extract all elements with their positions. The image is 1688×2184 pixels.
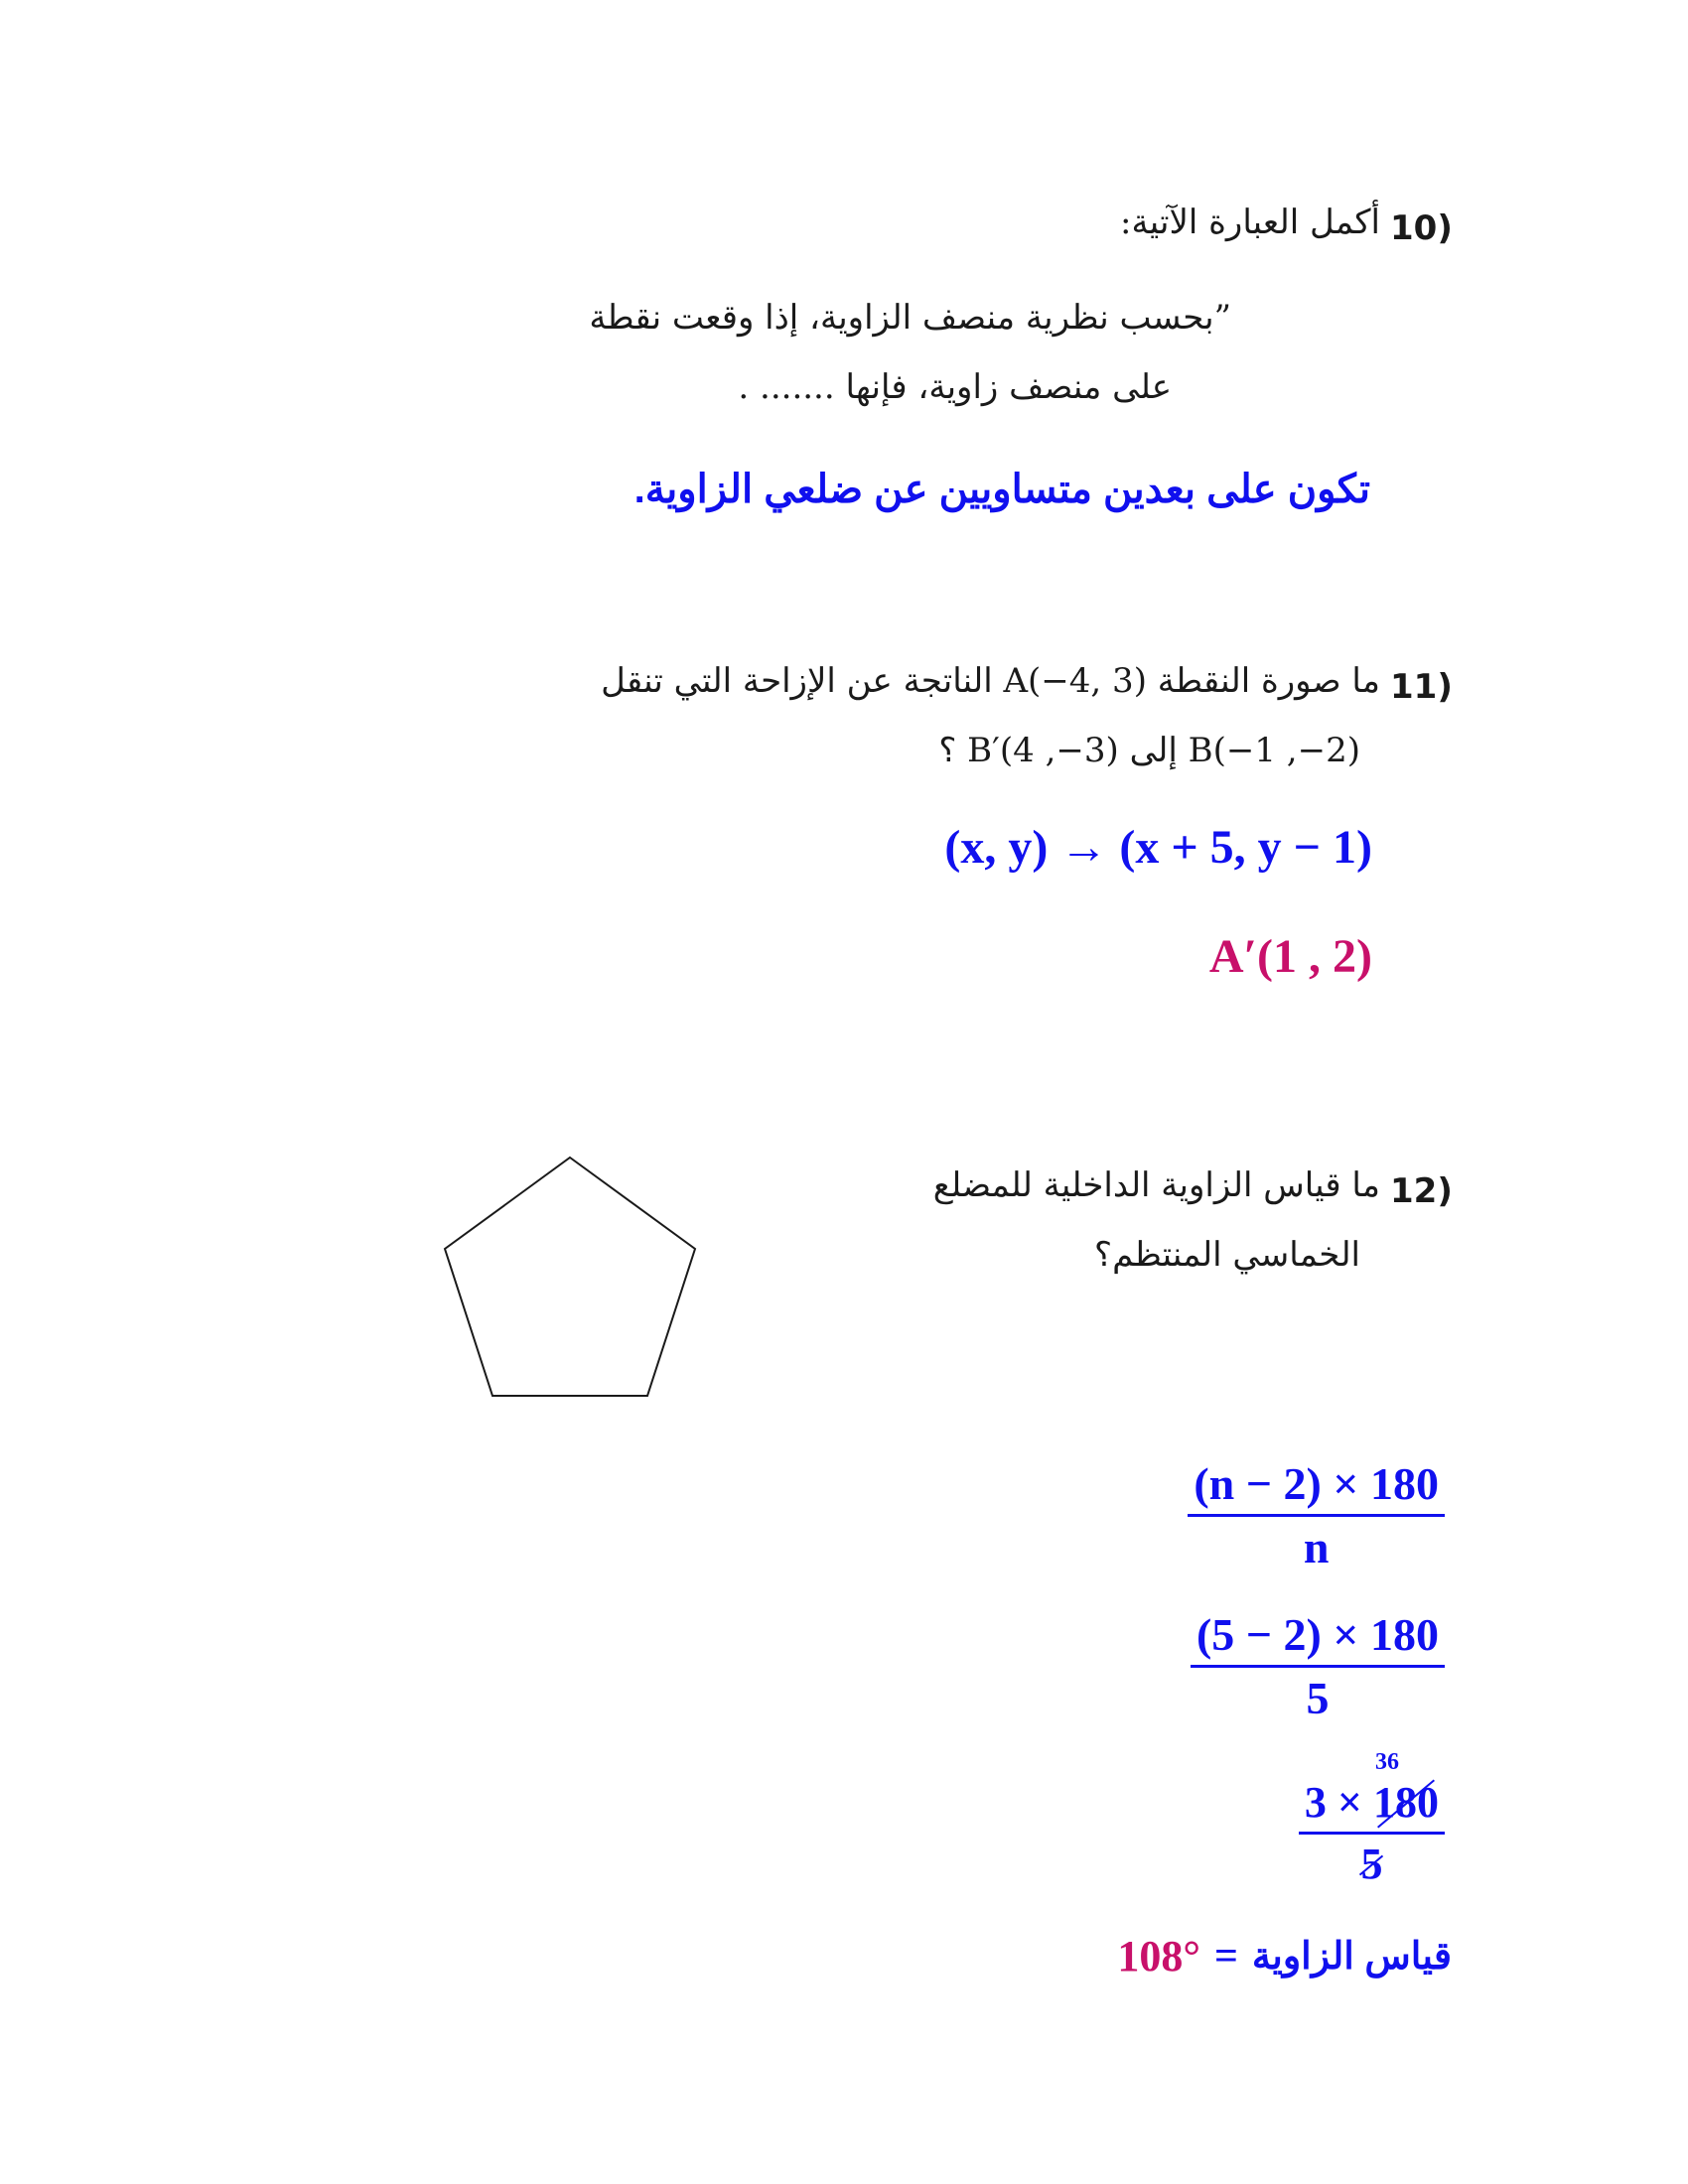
question-11-number: 11) — [1390, 667, 1453, 707]
formula-denominator: n — [1303, 1522, 1330, 1572]
formula-numerator: (n − 2) × 180 — [1188, 1457, 1445, 1517]
question-11-translation-rule: (x, y) → (x + 5, y − 1) — [944, 821, 1372, 874]
simplified-quotient: 36 — [1375, 1749, 1399, 1775]
question-10-answer: تكون على بعدين متساويين عن ضلعي الزاوية. — [633, 468, 1370, 511]
question-12-line1: ما قياس الزاوية الداخلية للمضلع — [932, 1165, 1380, 1205]
cancelled-180: 180 — [1373, 1778, 1439, 1827]
result-equals: = — [1213, 1933, 1238, 1979]
question-10-quote-line1: ”بحسب نظرية منصف الزاوية، إذا وقعت نقطة — [589, 298, 1231, 338]
question-10-quote-line2: على منصف زاوية، فإنها ....... . — [738, 367, 1172, 407]
cancelled-5: 5 — [1360, 1840, 1383, 1888]
question-10-prompt: أكمل العبارة الآتية: — [1120, 203, 1380, 242]
result-label: قياس الزاوية — [1251, 1936, 1452, 1978]
simplification-factor: 3 × — [1304, 1778, 1362, 1827]
question-11-line1: ما صورة النقطة (3 ,4−)A الناتجة عن الإزاحة التي تنقل — [601, 661, 1380, 701]
interior-angle-formula — [1188, 1457, 1445, 1573]
question-11-line2: (2−, 1−)B إلى (3−, 4)′B ؟ — [938, 731, 1360, 770]
simplification-step — [1299, 1777, 1445, 1889]
interior-angle-result — [1117, 1931, 1452, 1981]
substituted-numerator: (5 − 2) × 180 — [1191, 1608, 1445, 1668]
question-12-line2: الخماسي المنتظم؟ — [1094, 1235, 1360, 1275]
question-11-answer: A′(1 , 2) — [1208, 930, 1372, 983]
question-10-number: 10) — [1390, 208, 1453, 248]
question-12-number: 12) — [1390, 1171, 1453, 1211]
substituted-denominator: 5 — [1306, 1673, 1330, 1723]
result-value: 108° — [1117, 1932, 1200, 1980]
substituted-formula — [1191, 1608, 1445, 1724]
regular-pentagon-figure — [437, 1152, 715, 1420]
